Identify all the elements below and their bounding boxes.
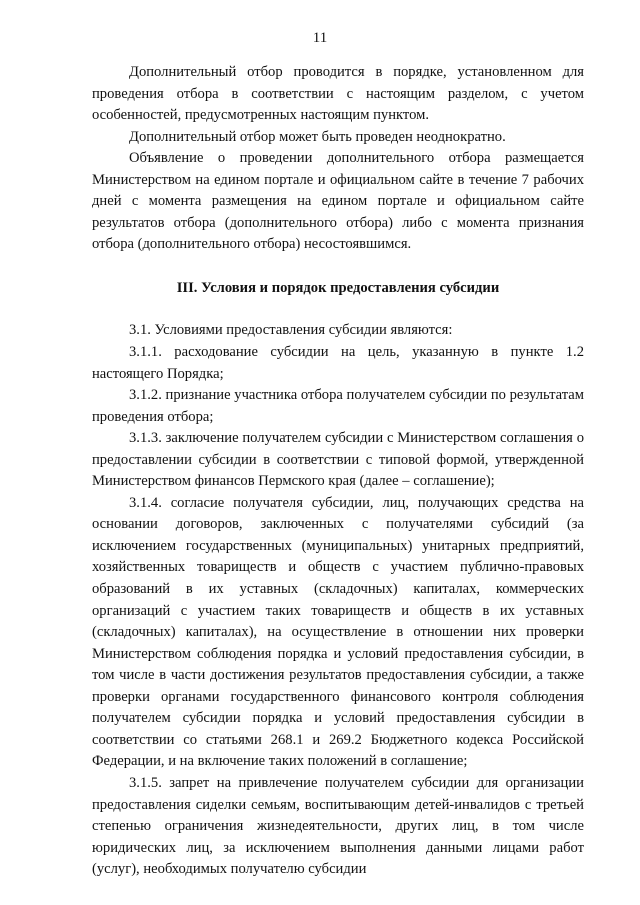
clause-3-1-5: 3.1.5. запрет на привлечение получателем субсидии для организации предоставления сиделки семьям, воспитывающим детей-инвалидов с третьей степенью ограничения жизнедеятельности, других лиц, в том числе юридических лиц, за исключением выполнения данными лицами работ (услуг), необходимых получателю субсидии	[92, 774, 584, 878]
document-body	[92, 62, 584, 881]
page-number: 11	[312, 30, 328, 46]
section-heading: III. Условия и порядок предоставления субсидии	[176, 279, 500, 296]
paragraph-announcement: Объявление о проведении дополнительного отбора размещается Министерством на едином портале и официальном сайте в течение 7 рабочих дней с момента размещения на едином портале и официальном сайте результатов отбора (дополнительного отбора) либо с момента признания отбора (дополнительного отбора) несостоявшимся.	[92, 150, 584, 253]
clause-3-1-4: 3.1.4. согласие получателя субсидии, лиц, получающих средства на основании договоров, заключенных с получателями субсидий (за исключением государственных (муниципальных) унитарных предприятий, хозяйственных товариществ и обществ с участием публично-правовых образований в их уставных (складочных) капиталах, коммерческих организаций с участием таких товариществ и обществ в их уставных (складочных) капиталах), на осуществление в отношении них проверки Министерством соблюдения порядка и условий предоставления субсидии, в том числе в части достижения результатов предоставления субсидии, а также проверки органами государственного финансового контроля соблюдения получателем субсидии порядка и условий предоставления субсидии в соответствии со статьями 268.1 и 269.2 Бюджетного кодекса Российской Федерации, и на включение таких положений в соглашение;	[92, 494, 584, 770]
clause-3-1-2: 3.1.2. признание участника отбора получателем субсидии по результатам проведения отбора;	[92, 387, 584, 425]
clause-3-1: 3.1. Условиями предоставления субсидии являются:	[129, 322, 453, 339]
clause-3-1-1: 3.1.1. расходование субсидии на цель, указанную в пункте 1.2 настоящего Порядка;	[92, 344, 584, 382]
clause-3-1-3: 3.1.3. заключение получателем субсидии с Министерством соглашения о предоставлении субсидии в соответствии с типовой формой, утвержденной Министерством финансов Пермского края (далее – соглашение);	[92, 430, 584, 490]
paragraph-repeatable-selection: Дополнительный отбор может быть проведен неоднократно.	[129, 128, 506, 145]
paragraph-additional-selection-order: Дополнительный отбор проводится в порядке, установленном для проведения отбора в соответствии с настоящим разделом, с учетом особенностей, предусмотренных настоящим пунктом.	[92, 64, 584, 124]
